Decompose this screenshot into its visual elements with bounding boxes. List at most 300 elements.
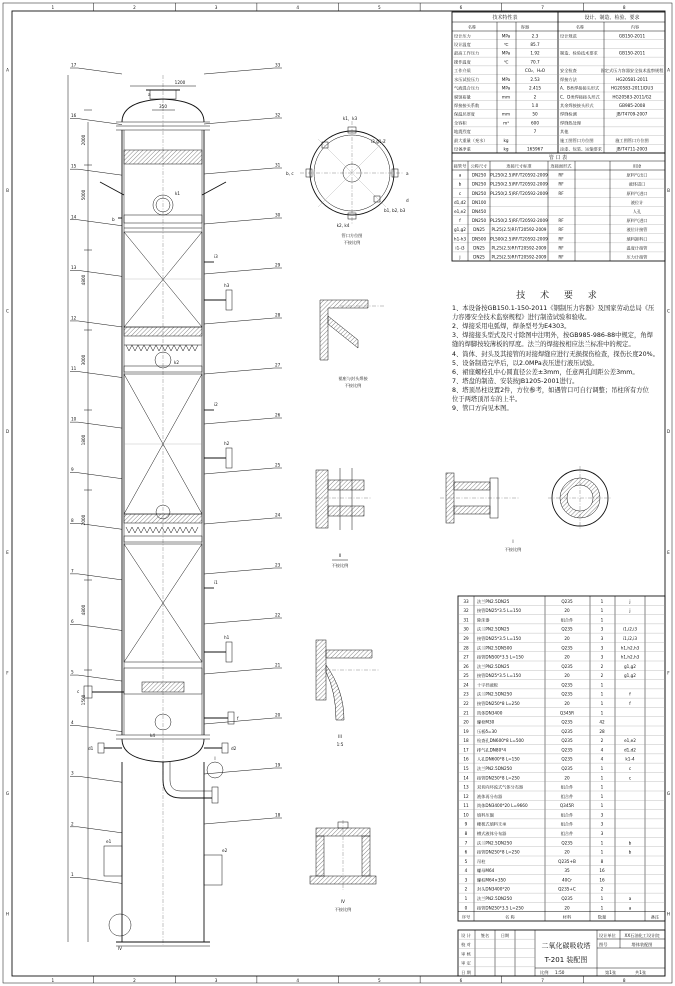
border-col-bottom-2: 2 <box>133 978 136 983</box>
requirement-line: 缝的焊脚按较薄板的厚度。法兰的焊接按相应法兰标准中的规定。 <box>452 341 635 349</box>
nozzle-standard: PL250(2.5)RF/T20592-2009 <box>490 181 548 187</box>
border-col-1: 1 <box>51 5 55 10</box>
leader-number: 20 <box>275 712 281 718</box>
part-material: 20 <box>564 905 570 911</box>
border-col-8: 8 <box>622 5 626 10</box>
part-name: 槽式液体分布器 <box>477 831 507 837</box>
requirement-line: 3、焊接接头型式及尺寸除图中注明外，按GB985-986-88中规定，角焊 <box>452 332 653 340</box>
part-quantity: 1 <box>600 793 604 799</box>
part-number: 6 <box>464 849 468 855</box>
part-quantity: 1 <box>600 701 604 707</box>
part-material: Q235 <box>561 682 573 688</box>
part-number: 21 <box>463 710 469 716</box>
nozzle-size: DN25 <box>473 245 485 251</box>
detail-iv-tag: IV <box>117 946 123 951</box>
tech-row-item: C、D类焊接接头形式 <box>560 94 600 100</box>
part-material: 组合件 <box>560 784 574 790</box>
nozzle-purpose: 原料气进口 <box>626 190 648 196</box>
part-material: 组合件 <box>560 793 574 799</box>
part-material: Q235 <box>561 719 573 725</box>
part-number: 16 <box>463 756 469 762</box>
part-material: 40Cr <box>562 877 572 883</box>
part-name: 接管DN250*8 L=250 <box>477 775 520 781</box>
tech-row-name: 腐蚀裕量 <box>454 94 471 100</box>
nozzle-standard: PL500(2.5)RF/T20592-2009 <box>490 236 548 242</box>
border-row-right-D: D <box>666 429 671 435</box>
border-row-right-A: A <box>667 67 670 73</box>
tech-row-value: 2 <box>533 94 537 100</box>
nozzle-d2 <box>222 743 228 753</box>
tech-row-name: 设计压力 <box>454 33 471 39</box>
part-material: Q235 <box>561 747 573 753</box>
orientation-label-bc: b, c <box>286 171 294 176</box>
tech-row-unit: MPa <box>501 33 511 39</box>
leader-number: 8 <box>71 517 74 523</box>
part-material: 组合件 <box>560 617 574 623</box>
part-name: 接管DN25*3.5 L=150 <box>477 608 521 614</box>
part-material: 20 <box>564 636 570 642</box>
scale-label: 比例 <box>540 970 549 975</box>
part-name: 检查孔DN600*8 L=500 <box>477 738 524 744</box>
border-col-2: 2 <box>133 5 136 10</box>
part-quantity: 4 <box>600 747 604 753</box>
tech-row-item: 焊缝检测 <box>560 111 577 117</box>
part-material: Q345R <box>559 710 575 716</box>
leader-number: 12 <box>71 315 77 321</box>
part-quantity: 1 <box>600 682 604 688</box>
part-number: 1 <box>464 896 468 902</box>
part-quantity: 16 <box>599 877 605 883</box>
tech-row-unit: mm <box>501 111 511 117</box>
tech-row-unit: MPa <box>501 50 511 56</box>
border-row-H: H <box>5 911 10 917</box>
requirement-line: 1、本设备按GB150.1-150-2011《钢制压力容器》及国家劳动总局《压 <box>452 305 655 313</box>
tech-row-value: CO₂、H₂O <box>524 68 546 74</box>
tag-e1: e1 <box>106 839 112 844</box>
part-material: 组合件 <box>560 812 574 818</box>
border-row-A: A <box>6 67 9 73</box>
tech-head-vessel: 容器 <box>520 24 530 30</box>
part-quantity: 1 <box>600 775 604 781</box>
border-row-B: B <box>6 187 9 193</box>
leader-number: 28 <box>275 312 281 318</box>
tech-row-item: 施工图管口方位图 <box>560 137 594 143</box>
skirt-opening-e1 <box>104 846 122 876</box>
leader-number: 22 <box>275 612 281 618</box>
weld-detail-scale: 不按比例 <box>344 383 362 388</box>
orientation-label-h: b1, b2, b3 <box>384 208 406 213</box>
tech-row-value: 7 <box>533 129 537 135</box>
nozzle-face: RF <box>558 254 564 260</box>
leader-number: 27 <box>275 362 281 368</box>
part-number: 30 <box>463 626 469 632</box>
part-name: 排气孔DN80*4 <box>477 747 507 753</box>
nozzle-purpose: 原料气出口 <box>626 172 648 178</box>
parts-footer-label: 名 称 <box>505 914 515 920</box>
tech-row-name: 操作温度 <box>454 59 471 65</box>
part-number: 32 <box>463 608 469 614</box>
part-quantity: 3 <box>600 821 604 827</box>
nozzle-table <box>452 153 665 261</box>
detail-i-scale: 不按比例 <box>504 547 522 552</box>
technical-characteristics-table <box>452 12 665 153</box>
part-remark: h1,h2,h3 <box>620 654 640 660</box>
nozzle-face: RF <box>558 218 564 224</box>
nozzle-mark: d1,d2 <box>454 199 466 205</box>
title-block <box>458 930 665 976</box>
tech-row-unit: ℃ <box>503 59 509 65</box>
tower-elevation <box>68 63 282 952</box>
leader-number: 4 <box>71 720 74 726</box>
part-number: 26 <box>463 663 469 669</box>
nozzle-size: DN500 <box>471 236 487 242</box>
detail-i-tag: I <box>214 756 216 761</box>
nozzle-h2 <box>204 448 232 468</box>
nozzle-head: 公称尺寸 <box>470 163 488 169</box>
skirt-opening-e2 <box>204 855 222 885</box>
nozzle-standard: PL25(2.5)RF/T20592-2009 <box>491 245 547 251</box>
part-number: 2 <box>464 886 468 892</box>
tech-row-content: 施工图管口方位图 <box>615 137 649 143</box>
part-material: Q235 <box>561 756 573 762</box>
redistributor-2 <box>126 345 198 351</box>
leader-number: 5 <box>71 669 74 675</box>
part-leaders <box>70 63 282 884</box>
tag-h1: h1 <box>224 635 230 640</box>
nozzle-purpose: 液位计 <box>630 199 644 205</box>
border-row-E: E <box>6 549 9 555</box>
leader-number: 25 <box>275 462 281 468</box>
part-name: 接管DN25*3.5 L=150 <box>477 636 521 642</box>
detail-ii-flange <box>316 468 372 569</box>
tag-c: c <box>77 689 80 694</box>
nozzle-head: 连接尺寸标准 <box>506 163 532 169</box>
tech-head-content: 内容 <box>630 24 640 30</box>
nozzle-standard: PL250(2.5)RF/T20592-2009 <box>490 218 548 224</box>
part-quantity: 1 <box>600 803 604 809</box>
orientation-label-d: d <box>406 198 409 203</box>
tech-row-name: 全容积 <box>454 120 467 126</box>
dimension-label: 4800 <box>81 604 86 616</box>
tag-a: a <box>148 92 151 97</box>
requirement-line: 2、焊接采用电弧焊，焊条型号为E4303。 <box>452 323 571 331</box>
title-block-no-label: 图号 <box>599 942 608 947</box>
dimension-label: 2000 <box>81 514 86 526</box>
tag-k1: k1 <box>175 191 181 196</box>
detail-ii-scale: 不按比例 <box>331 563 349 568</box>
part-material: 35 <box>564 868 570 874</box>
part-name: 接管DN500*3.5 L=150 <box>477 654 524 660</box>
tech-row-content: JB/T4711-2003 <box>616 146 648 152</box>
part-material: Q235 <box>561 645 573 651</box>
part-name: 筒体DN3400*20 L=9660 <box>477 803 528 809</box>
tech-row-unit: ℃ <box>503 41 509 47</box>
orientation-scale: 不按比例 <box>343 240 361 245</box>
orientation-label-a: a <box>406 171 409 176</box>
border-row-right-B: B <box>667 187 670 193</box>
detail-i-circle <box>207 762 223 778</box>
orientation-caption: 管口方位图 <box>341 233 363 238</box>
part-remark: i1,i2,i3 <box>622 626 638 632</box>
dimension-label: 3000 <box>81 354 86 366</box>
nozzle-face: RF <box>558 236 564 242</box>
part-material: Q235+C <box>558 886 576 892</box>
requirement-line: 4、筒体、封头及其接管的对接焊缝应进行无损探伤检查，探伤长度20%。 <box>452 350 659 358</box>
part-quantity: 1 <box>600 598 604 604</box>
leader-number: 16 <box>71 113 77 119</box>
part-remark: e1,e2 <box>624 738 636 744</box>
part-material: Q235 <box>561 598 573 604</box>
tech-row-item: A、B类焊接接头形式 <box>560 85 600 91</box>
part-number: 22 <box>463 701 469 707</box>
part-material: 20 <box>564 849 570 855</box>
leader-number: 11 <box>71 366 77 372</box>
part-remark: b <box>628 840 632 846</box>
tech-row-value: 2.53 <box>530 76 540 82</box>
part-name: 螺栓M30 <box>477 719 495 725</box>
tag-h3: h3 <box>224 283 230 288</box>
part-name: 法兰PN2.5DN250 <box>477 896 513 902</box>
leader-number: 10 <box>71 416 77 422</box>
leader-number: 18 <box>275 812 281 818</box>
part-number: 28 <box>463 645 469 651</box>
leader-number: 13 <box>71 264 77 270</box>
nozzle-mark: c <box>458 190 462 196</box>
title-block-role: 审 定 <box>461 960 471 966</box>
part-name: 接管DN250*8 L=250 <box>477 701 520 707</box>
part-remark: h1,h2,h3 <box>620 645 640 651</box>
tech-row-name: 设计温度 <box>454 41 471 47</box>
parts-footer-label: 序号 <box>461 914 471 920</box>
part-quantity: 42 <box>599 719 605 725</box>
tech-row-name: 最大重量（充水） <box>454 137 488 143</box>
part-quantity: 2 <box>600 663 604 669</box>
detail-nozzle-end-view <box>505 466 612 553</box>
nozzle-size: DN250 <box>471 190 487 196</box>
requirements-title: 技 术 要 求 <box>516 291 603 301</box>
part-remark: j <box>629 608 631 614</box>
part-material: 20 <box>564 608 570 614</box>
nozzle-purpose: 原料气进口 <box>626 218 648 224</box>
dimension-label: 1800 <box>81 434 86 446</box>
part-remark: f <box>629 691 631 697</box>
nozzle-standard: PL250(2.5)RF/T20592-2009 <box>490 190 548 196</box>
part-remark: g1,g2 <box>624 663 636 669</box>
nozzle-d1 <box>98 743 104 753</box>
part-quantity: 1 <box>600 784 604 790</box>
orientation-label-top: k1，k3 <box>342 116 358 121</box>
top-dim-350: 350 <box>159 104 167 109</box>
tech-row-name: 焊接接头系数 <box>454 102 480 108</box>
title-block-date-head: 日期 <box>500 933 510 938</box>
part-number: 5 <box>464 858 468 864</box>
tech-row-value: 600 <box>531 120 539 126</box>
title-block-role: 日 期 <box>461 969 471 975</box>
part-material: Q235 <box>561 738 573 744</box>
tech-row-unit: MPa <box>501 76 511 82</box>
nozzle-purpose: 填料卸料口 <box>626 236 648 242</box>
orientation-label-i3: i3,g1-2 <box>371 139 386 144</box>
part-quantity: 1 <box>600 840 604 846</box>
tech-row-name: 地震烈度 <box>454 129 471 135</box>
part-quantity: 1 <box>600 710 604 716</box>
tech-row-unit: m³ <box>503 120 509 126</box>
nozzle-purpose: 压力计接管 <box>626 254 648 260</box>
border-col-5: 5 <box>377 5 381 10</box>
leader-number: 21 <box>275 662 281 668</box>
tech-row-content: HG20583-2011/DU3 <box>610 85 654 91</box>
leader-number: 14 <box>71 214 77 220</box>
title-block-no-value: 塔体装配图 <box>631 942 653 947</box>
border-row-G: G <box>5 791 10 797</box>
tech-row-name: 工作介质 <box>454 68 471 74</box>
part-material: Q235 <box>561 840 573 846</box>
border-col-bottom-8: 8 <box>622 978 626 983</box>
dimension-label: 5000 <box>81 189 86 201</box>
dimension-label: 2000 <box>81 134 86 146</box>
tech-row-value: 2.415 <box>529 85 541 91</box>
part-quantity: 1 <box>600 691 604 697</box>
sheet-label: 第1张 <box>605 970 617 975</box>
border-col-bottom-5: 5 <box>377 978 381 983</box>
nozzle-purpose: 液位计接管 <box>626 227 648 233</box>
part-material: Q235 <box>561 626 573 632</box>
technical-requirements <box>452 292 667 413</box>
part-quantity: 3 <box>600 636 604 642</box>
part-number: 31 <box>463 617 469 623</box>
tag-i3: i3 <box>214 254 218 259</box>
part-material: Q235 <box>561 728 573 734</box>
orientation-label-k2: k2, k4 <box>336 223 350 228</box>
part-number: 19 <box>463 728 469 734</box>
part-name: 法兰PN2.5DN500 <box>477 645 513 651</box>
tech-row-name: 保温层厚度 <box>454 111 475 117</box>
parts-list <box>458 596 665 921</box>
nozzle-mark: i1-i3 <box>455 245 465 251</box>
border-col-4: 4 <box>296 5 300 10</box>
nozzle-mark: g1,g2 <box>454 227 466 233</box>
leader-number: 24 <box>275 512 281 518</box>
tech-row-item: 制造、检验技术要求 <box>560 50 598 56</box>
tech-row-value: 1.0 <box>531 102 539 108</box>
part-name: 筒体DN3400 <box>477 710 503 716</box>
tech-row-value: 1.92 <box>530 50 540 56</box>
davit-left <box>100 182 124 195</box>
tag-b: b <box>112 217 115 222</box>
title-block-role: 审 核 <box>461 951 471 957</box>
part-material: 20 <box>564 775 570 781</box>
tech-row-content: GB150-2011 <box>618 33 646 39</box>
part-number: 25 <box>463 673 469 679</box>
part-name: 双切向环流式气体分布器 <box>477 784 524 790</box>
tag-k2: k2 <box>174 360 180 365</box>
tech-row-item: 其他 <box>560 129 569 135</box>
part-name: 接管DN25*3.5 L=150 <box>477 673 521 679</box>
part-remark: b <box>628 849 632 855</box>
part-quantity: 2 <box>600 673 604 679</box>
left-dimension-labels <box>81 110 92 705</box>
part-name: 螺柱M64×350 <box>477 877 506 883</box>
part-number: 14 <box>463 775 469 781</box>
leader-number: 9 <box>71 467 74 473</box>
leader-number: 17 <box>71 62 77 68</box>
border-row-right-H: H <box>666 911 671 917</box>
part-name: 接管DN250*3.5 L=250 <box>477 905 524 911</box>
part-material: Q235 <box>561 691 573 697</box>
border-col-bottom-6: 6 <box>459 978 463 983</box>
tech-row-value: 85.7 <box>530 41 540 47</box>
part-quantity: 3 <box>600 626 604 632</box>
part-number: 23 <box>463 691 469 697</box>
requirement-line: 力容器安全技术监察规程》进行制造试验和验收。 <box>452 314 591 322</box>
part-name: 法兰PN2.5DN250 <box>477 840 513 846</box>
border-row-C: C <box>6 308 9 314</box>
tag-d2: d2 <box>231 746 237 751</box>
part-number: 13 <box>463 784 469 790</box>
tech-row-unit: mm <box>501 94 511 100</box>
part-quantity: 1 <box>600 608 604 614</box>
detail-iii-title: III <box>338 734 342 739</box>
part-remark: f <box>629 701 631 707</box>
tech-row-name: 最高工作压力 <box>454 50 480 56</box>
leader-number: 6 <box>71 618 74 624</box>
leader-number: 32 <box>275 112 281 118</box>
part-number: 9 <box>464 821 468 827</box>
part-remark: g1,g2 <box>624 673 636 679</box>
tag-h2: h2 <box>224 441 230 446</box>
tech-row-unit: kg <box>503 146 509 152</box>
part-number: 3 <box>464 877 468 883</box>
title-block-org-value: XX石油化工设计院 <box>624 933 660 938</box>
nozzle-face: RF <box>558 181 564 187</box>
davit-right <box>202 182 226 195</box>
part-number: 18 <box>463 738 469 744</box>
tech-row-content: 固定式压力容器安全技术监察规程 <box>600 68 664 74</box>
leader-number: 30 <box>275 212 281 218</box>
border-col-6: 6 <box>459 5 463 10</box>
part-number: 11 <box>463 803 469 809</box>
part-number: 33 <box>463 598 469 604</box>
detail-iii <box>316 640 380 747</box>
part-name: 十字挡液板 <box>477 682 498 688</box>
part-number: 12 <box>463 793 469 799</box>
nozzle-face: RF <box>558 245 564 251</box>
tech-row-value: 50 <box>532 111 538 117</box>
leader-number: 3 <box>71 770 74 776</box>
nozzle-size: DN250 <box>471 181 487 187</box>
title-block-role: 设 计 <box>461 933 471 938</box>
part-quantity: 1 <box>600 617 604 623</box>
border-row-right-F: F <box>667 670 670 676</box>
detail-pipe-flange <box>440 473 520 523</box>
part-remark: c <box>628 775 632 781</box>
part-material: Q345R <box>559 803 575 809</box>
detail-ii-title: II <box>338 553 342 558</box>
part-quantity: 1 <box>600 905 604 911</box>
leader-number: 7 <box>71 568 74 574</box>
part-name: 法兰PN2.5DN250 <box>477 691 513 697</box>
part-number: 4 <box>464 868 468 874</box>
nozzle-size: DN450 <box>471 208 487 214</box>
packing-support-2 <box>124 514 202 523</box>
part-name: 螺母M64 <box>477 868 495 874</box>
part-number: 24 <box>463 682 469 688</box>
part-number: 10 <box>463 812 469 818</box>
tech-row-name: 设备净重 <box>454 146 471 152</box>
leader-number: 26 <box>275 412 281 418</box>
part-quantity: 4 <box>600 756 604 762</box>
part-name: 人孔DN600*8 L=150 <box>477 756 520 762</box>
